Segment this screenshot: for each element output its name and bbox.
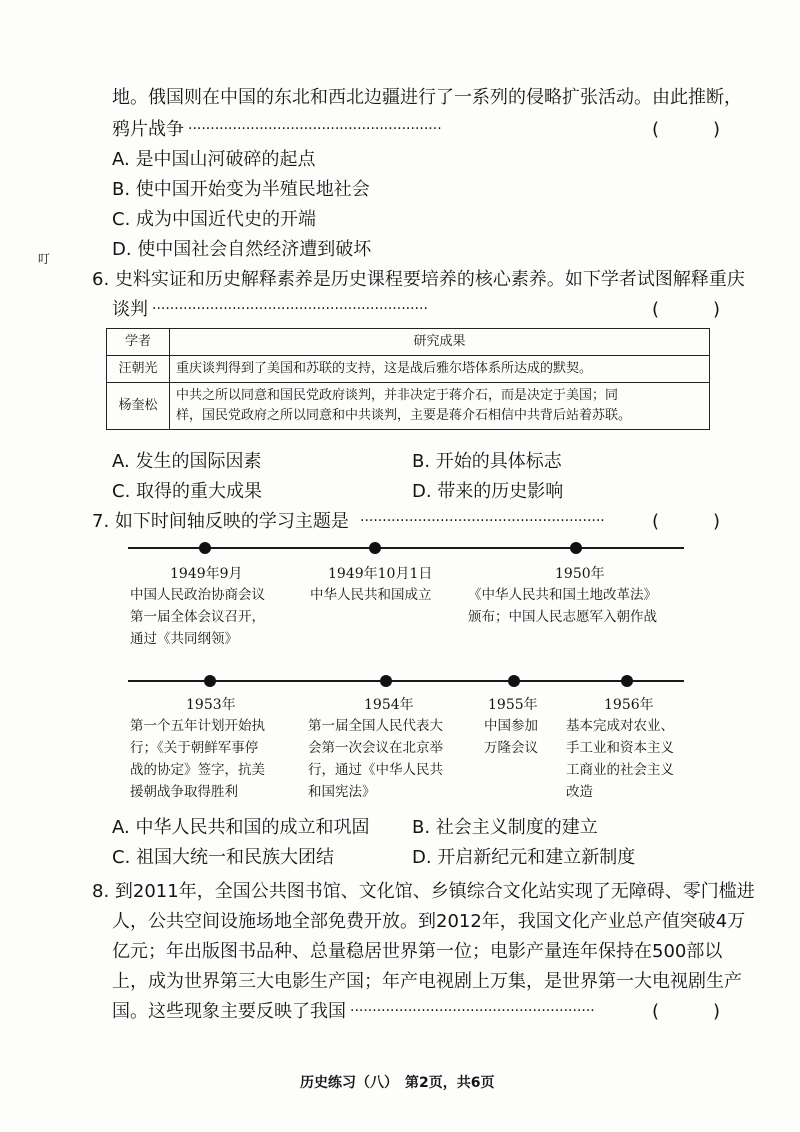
q7-answer-paren: ( ) bbox=[652, 511, 721, 532]
event-line: 战的协定》签字，抗美 bbox=[130, 762, 265, 778]
timeline-dot bbox=[204, 675, 216, 687]
q6-option-d: D. 带来的历史影响 bbox=[412, 481, 564, 502]
scholar-table bbox=[106, 328, 710, 430]
event-line: 中国人民政治协商会议 bbox=[130, 587, 265, 603]
scholar-finding bbox=[170, 356, 710, 383]
timeline-event bbox=[566, 715, 674, 803]
q8-stem-line4: 上，成为世界第三大电影生产国；年产电视剧上万集，是世界第一大电视剧生产 bbox=[112, 971, 742, 992]
table-row bbox=[107, 356, 710, 383]
q7-option-a: A. 中华人民共和国的成立和巩固 bbox=[112, 817, 370, 838]
table-header-scholar: 学者 bbox=[107, 329, 170, 356]
q6-stem-line1: 6. 史料实证和历史解释素养是历史课程要培养的核心素养。如下学者试图解释重庆 bbox=[92, 269, 745, 290]
q6-option-a: A. 发生的国际因素 bbox=[112, 451, 262, 472]
timeline-event bbox=[130, 715, 265, 803]
timeline-dot bbox=[570, 542, 582, 554]
timeline-year: 1950年 bbox=[555, 566, 605, 582]
event-line: 改造 bbox=[566, 784, 593, 800]
event-line: 第一届全体会议召开， bbox=[130, 609, 265, 625]
q5-option-b: B. 使中国开始变为半殖民地社会 bbox=[112, 179, 370, 200]
event-line: 通过《共同纲领》 bbox=[130, 631, 238, 647]
timeline-year: 1949年9月 bbox=[170, 566, 243, 582]
q5-line1: 地。俄国则在中国的东北和西北边疆进行了一系列的侵略扩张活动。由此推断， bbox=[112, 87, 742, 108]
timeline-year: 1953年 bbox=[186, 697, 236, 713]
event-line: 第一个五年计划开始执 bbox=[130, 718, 265, 734]
scholar-name: 杨奎松 bbox=[107, 383, 170, 430]
q5-line2: 鸦片战争 bbox=[112, 119, 184, 140]
timeline-event bbox=[468, 584, 657, 628]
timeline-year: 1954年 bbox=[364, 697, 414, 713]
q7-leader-dots: ······················································· bbox=[360, 513, 605, 529]
timeline-dot bbox=[621, 675, 633, 687]
timeline-event bbox=[308, 715, 443, 803]
timeline-year: 1949年10月1日 bbox=[328, 566, 433, 582]
table-header-row bbox=[107, 329, 710, 356]
q7-stem: 7. 如下时间轴反映的学习主题是 bbox=[92, 511, 349, 532]
timeline-event bbox=[484, 715, 538, 759]
timeline-year: 1956年 bbox=[604, 697, 654, 713]
event-line: 行；《关于朝鲜军事停 bbox=[130, 740, 259, 756]
q6-stem-line2: 谈判 bbox=[112, 299, 148, 320]
finding-line: 重庆谈判得到了美国和苏联的支持，这是战后雅尔塔体系所达成的默契。 bbox=[176, 361, 593, 376]
event-line: 和国宪法》 bbox=[308, 784, 376, 800]
page-footer: 历史练习（八） 第2页，共6页 bbox=[300, 1075, 495, 1091]
event-line: 手工业和资本主义 bbox=[566, 740, 674, 756]
timeline-dot bbox=[369, 542, 381, 554]
finding-line: 中共之所以同意和国民党政府谈判，并非决定于蒋介石，而是决定于美国；同 bbox=[176, 388, 619, 403]
q5-option-c: C. 成为中国近代史的开端 bbox=[112, 209, 317, 230]
event-line: 中华人民共和国成立 bbox=[310, 587, 432, 603]
timeline-dot bbox=[508, 675, 520, 687]
event-line: 会第一次会议在北京举 bbox=[308, 740, 443, 756]
q5-option-d: D. 使中国社会自然经济遭到破坏 bbox=[112, 239, 372, 260]
finding-line: 样，国民党政府之所以同意和中共谈判，主要是蒋介石相信中共背后站着苏联。 bbox=[176, 408, 632, 423]
timeline-event bbox=[130, 584, 265, 650]
timeline-axis-top bbox=[128, 547, 684, 549]
table-header-findings: 研究成果 bbox=[170, 329, 710, 356]
q5-option-a: A. 是中国山河破碎的起点 bbox=[112, 149, 316, 170]
margin-mark: 叮 bbox=[38, 252, 51, 266]
q8-stem-line1: 8. 到2011年，全国公共图书馆、文化馆、乡镇综合文化站实现了无障碍、零门槛进 bbox=[92, 881, 755, 902]
q7-option-c: C. 祖国大统一和民族大团结 bbox=[112, 847, 335, 868]
q8-stem-line5: 国。这些现象主要反映了我国 bbox=[112, 1001, 346, 1022]
q8-answer-paren: ( ) bbox=[652, 1001, 721, 1022]
event-line: 援朝战争取得胜利 bbox=[130, 784, 238, 800]
timeline-year: 1955年 bbox=[488, 697, 538, 713]
q8-stem-line3: 亿元；年出版图书品种、总量稳居世界第一位；电影产量连年保持在500部以 bbox=[112, 941, 723, 962]
q6-leader-dots: ······························································ bbox=[152, 301, 428, 317]
q8-leader-dots: ······················································· bbox=[350, 1003, 595, 1019]
q6-option-b: B. 开始的具体标志 bbox=[412, 451, 562, 472]
q5-answer-paren: ( ) bbox=[652, 119, 721, 140]
timeline-dot bbox=[380, 675, 392, 687]
event-line: 基本完成对农业、 bbox=[566, 718, 674, 734]
event-line: 第一届全国人民代表大 bbox=[308, 718, 443, 734]
event-line: 《中华人民共和国土地改革法》 bbox=[468, 587, 657, 603]
q6-answer-paren: ( ) bbox=[652, 299, 721, 320]
q8-stem-line2: 人，公共空间设施场地全部免费开放。到2012年，我国文化产业总产值突破4万 bbox=[112, 911, 746, 932]
table-row bbox=[107, 383, 710, 430]
q7-option-d: D. 开启新纪元和建立新制度 bbox=[412, 847, 636, 868]
timeline-event bbox=[310, 584, 432, 606]
event-line: 工商业的社会主义 bbox=[566, 762, 674, 778]
event-line: 颁布；中国人民志愿军入朝作战 bbox=[468, 609, 657, 625]
scholar-finding bbox=[170, 383, 710, 430]
event-line: 行，通过《中华人民共 bbox=[308, 762, 443, 778]
q5-leader-dots: ························································· bbox=[188, 121, 442, 137]
event-line: 中国参加 bbox=[484, 718, 538, 734]
q6-option-c: C. 取得的重大成果 bbox=[112, 481, 263, 502]
event-line: 万隆会议 bbox=[484, 740, 538, 756]
q7-option-b: B. 社会主义制度的建立 bbox=[412, 817, 598, 838]
timeline-dot bbox=[199, 542, 211, 554]
scholar-name: 汪朝光 bbox=[107, 356, 170, 383]
